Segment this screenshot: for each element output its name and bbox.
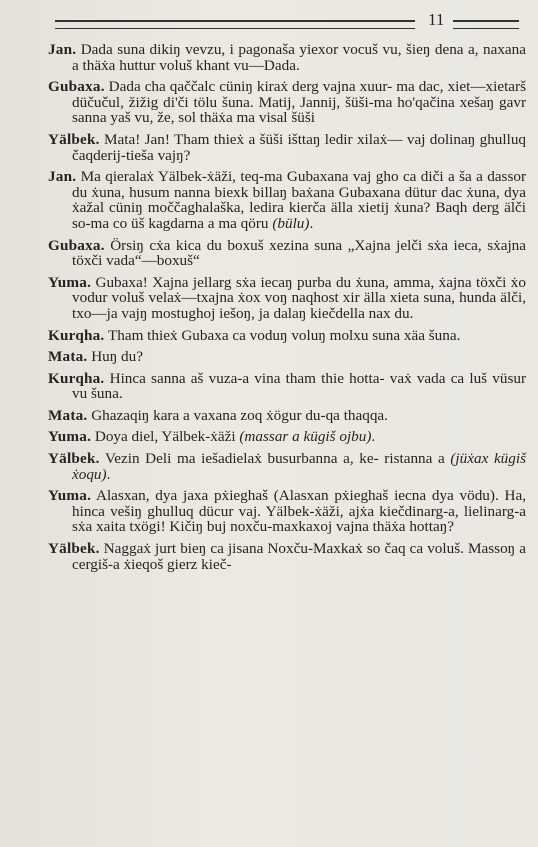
text-line: Baqh derg älči so-ma co üš kagdarna a ma qöru: [72, 199, 526, 232]
speaker-name: Mata.: [48, 406, 88, 424]
text-line: amma, ẋajna töxči ẋo vodur voluš velaẋ—txajna: [72, 273, 526, 307]
text-line: vaẋ vada ca luš vüsur vu šuna.: [72, 369, 527, 403]
text-line: ca diči a ša a dassor du ẋuna, husum nanna biexk: [72, 168, 527, 201]
text-line: ẋox voŋ naqhost xir älla xieta suna, hunda älči,: [237, 289, 526, 307]
text-line: Dada suna dikiŋ vevzu, i pagonaša yiexor vocuš: [80, 41, 379, 58]
speaker-name: Yälbek.: [48, 540, 100, 558]
speaker-name: Yuma.: [48, 487, 92, 505]
text-line: čaq ca voluš. Massoŋ a cergiš-a ẋieqoš gierz kieč-: [72, 540, 527, 573]
dialogue-paragraph: [48, 488, 526, 535]
text-line: ma dac, xiet—xietarš düčučul, žižig di'či tölu šuna.: [72, 78, 527, 111]
text-line: yaš vu, že, sol thäẋa ma visal šüši: [110, 109, 315, 127]
stage-direction: (bülu): [272, 214, 310, 232]
header-rule-left: [55, 20, 415, 29]
text-line: Dada cha qaččalc cüniŋ kiraẋ derg vajna xuur-: [108, 78, 393, 96]
text-line: cüniŋ moččaghalaška, ledira kierča älla xietij ẋuna?: [109, 199, 431, 217]
text-line: suna xäa šuna.: [372, 326, 461, 344]
text-line: billaŋ baẋana Gubaxana dütur dac ẋuna, dya ẋažal: [72, 183, 526, 217]
dialogue-paragraph: [48, 328, 526, 344]
dialogue-paragraph: [48, 541, 526, 572]
page-header: [55, 10, 525, 32]
dialogue-paragraph: [48, 132, 526, 163]
dialogue-paragraph: [48, 408, 526, 424]
punctuation: .: [106, 465, 111, 483]
speaker-name: Yuma.: [48, 273, 92, 291]
text-line: Tham thieẋ Gubaxa ca voduŋ voluŋ molxu: [107, 326, 369, 344]
speaker-name: Kurqha.: [48, 369, 105, 387]
dialogue-paragraph: [48, 79, 526, 126]
text-line: Ma qieralaẋ Yälbek-ẋäži, teq-ma Gubaxana vaj gho: [80, 168, 399, 186]
punctuation: .: [371, 428, 376, 446]
dialogue-paragraph: [48, 238, 526, 269]
speaker-name: Jan.: [48, 168, 77, 186]
dialogue-paragraph: [48, 451, 526, 482]
text-line: Hinca sanna aš vuza-a vina tham thie hotta-: [109, 369, 385, 387]
dialogue-paragraph: [48, 371, 526, 402]
text-line: hottaŋ?: [409, 518, 454, 536]
speaker-name: Yuma.: [48, 428, 92, 446]
text-line: iecna dya vödu). Ha, hinca vešiŋ ghulluq dücur: [72, 487, 527, 520]
text-line: Örsiŋ cẋa kica du boxuš xezina suna „Xajna: [110, 236, 391, 254]
text-line: Alasxan, dya jaxa pẋieghaš (Alasxan pẋieghaš: [95, 487, 389, 505]
stage-direction: (massar a kügiš ojbu): [239, 428, 372, 446]
dialogue-paragraph: [48, 349, 526, 365]
header-rule-right: [453, 20, 519, 29]
text-line: vu, šieŋ dena a, naxana a thäẋa huttur voluš khant: [72, 41, 527, 74]
speaker-name: Mata.: [48, 348, 88, 366]
dialogue-paragraph: [48, 42, 526, 73]
text-line: vaj dolinaŋ ghulluq čaqderij-tieša vajŋ?: [72, 130, 527, 164]
text-line: Mata! Jan! Tham thieẋ a šüši išttaŋ ledir xilaẋ—: [103, 130, 403, 148]
dialogue-paragraph: [48, 429, 526, 445]
text-line: Vezin Deli ma iešadielaẋ busurbanna a, ke-: [104, 450, 379, 468]
text-line: xaita txögi! Kičiŋ buj noxču-maxkaxoj vajna thäẋa: [96, 518, 406, 536]
text-line: Ghazaqiŋ kara a vaxana zoq ẋögur du-qa thaqqa.: [91, 406, 388, 424]
page-number: 11: [428, 10, 445, 29]
text-line: Naggaẋ jurt bieŋ ca jisana Noxču-Maxkaẋ so: [103, 540, 381, 558]
stage-direction: (jüẋax kügiš ẋoqu): [72, 450, 527, 483]
dialogue-paragraph: [48, 169, 526, 231]
text-line: Matij, Jannij, šüši-ma ho'qačina xešaŋ gavr sanna: [72, 93, 527, 127]
text-line: Doya diel, Yälbek-ẋäži: [94, 428, 236, 446]
dialogue-text: [48, 42, 526, 578]
text-line: vu—Dada.: [233, 56, 300, 74]
punctuation: .: [309, 214, 314, 232]
dialogue-paragraph: [48, 275, 526, 322]
speaker-name: Kurqha.: [48, 326, 105, 344]
text-line: txo—ja vajŋ mostughoj iešoŋ, ja dalaŋ kiečdella nax du.: [72, 304, 414, 322]
speaker-name: Gubaxa.: [48, 236, 105, 254]
text-line: ristanna a: [384, 450, 445, 468]
speaker-name: Gubaxa.: [48, 78, 105, 96]
text-line: jelči sẋa ieca, sẋajna töxči vada“—boxuš“: [72, 236, 527, 270]
text-line: Gubaxa! Xajna jellarg sẋa iecaŋ purba du ẋuna,: [95, 273, 389, 291]
speaker-name: Yälbek.: [48, 130, 100, 148]
text-line: vaj. Yälbek-ẋäži, ajẋa kiečdinarg-a, lielinarg-a sẋa: [72, 502, 526, 536]
speaker-name: Yälbek.: [48, 450, 100, 468]
text-line: Huŋ du?: [91, 348, 143, 366]
speaker-name: Jan.: [48, 41, 77, 58]
